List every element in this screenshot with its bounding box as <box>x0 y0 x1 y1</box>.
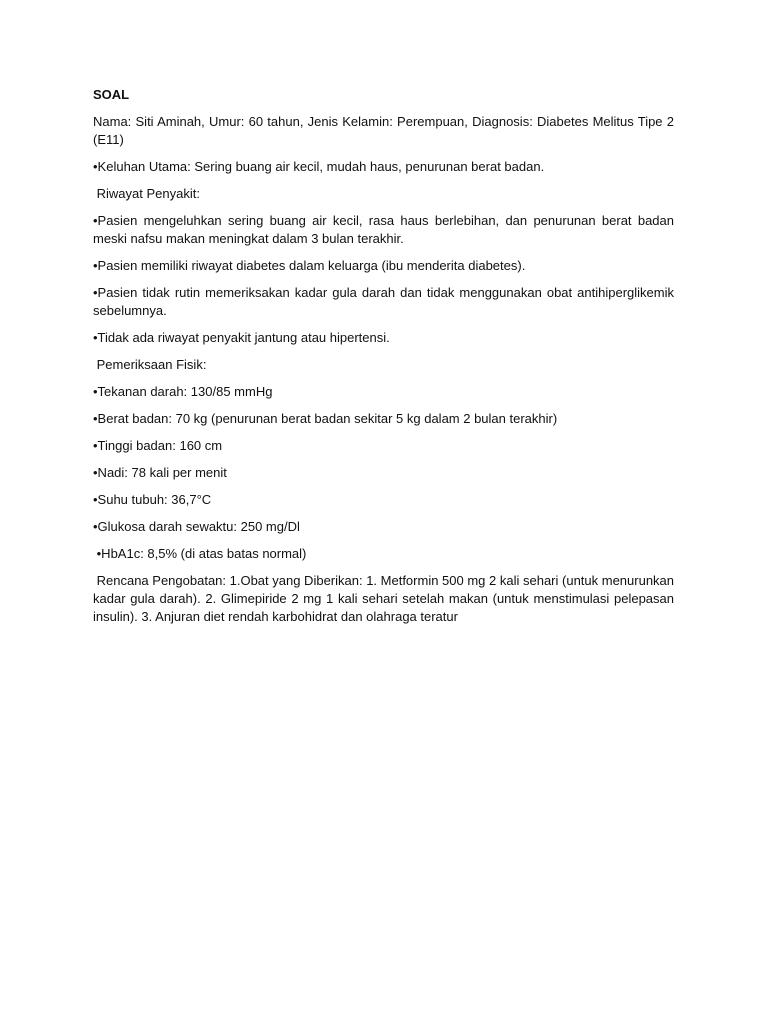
exam-item-temperature: •Suhu tubuh: 36,7°C <box>93 492 212 507</box>
exam-item-hba1c: •HbA1c: 8,5% (di atas batas normal) <box>93 546 307 561</box>
exam-item-blood-pressure: •Tekanan darah: 130/85 mmHg <box>93 384 273 399</box>
patient-identity: Nama: Siti Aminah, Umur: 60 tahun, Jenis Kelamin: Perempuan, Diagnosis: Diabetes Melitus Tipe 2 (E11) <box>93 114 678 147</box>
exam-item-height: •Tinggi badan: 160 cm <box>93 438 223 453</box>
document-title: SOAL <box>93 87 130 102</box>
history-heading: Riwayat Penyakit: <box>93 186 200 201</box>
document-page <box>93 86 678 635</box>
history-item: •Pasien mengeluhkan sering buang air kecil, rasa haus berlebihan, dan penurunan berat badan meski nafsu makan meningkat dalam 3 bulan terakhir. <box>93 213 678 246</box>
history-item: •Pasien memiliki riwayat diabetes dalam keluarga (ibu menderita diabetes). <box>93 258 526 273</box>
history-item: •Pasien tidak rutin memeriksakan kadar gula darah dan tidak menggunakan obat antihiperglikemik sebelumnya. <box>93 285 678 318</box>
treatment-plan: Rencana Pengobatan: 1.Obat yang Diberikan: 1. Metformin 500 mg 2 kali sehari (untuk menurunkan kadar gula darah). 2. Glimepiride 2 mg 1 kali sehari setelah makan (untuk menstimulasi pelepasan insulin). 3. Anjuran diet rendah karbohidrat dan olahraga teratur <box>93 573 678 624</box>
exam-item-pulse: •Nadi: 78 kali per menit <box>93 465 227 480</box>
history-item: •Tidak ada riwayat penyakit jantung atau hipertensi. <box>93 330 390 345</box>
physical-exam-heading: Pemeriksaan Fisik: <box>93 357 207 372</box>
exam-item-weight: •Berat badan: 70 kg (penurunan berat badan sekitar 5 kg dalam 2 bulan terakhir) <box>93 411 558 426</box>
exam-item-glucose: •Glukosa darah sewaktu: 250 mg/Dl <box>93 519 300 534</box>
chief-complaint: •Keluhan Utama: Sering buang air kecil, mudah haus, penurunan berat badan. <box>93 159 545 174</box>
